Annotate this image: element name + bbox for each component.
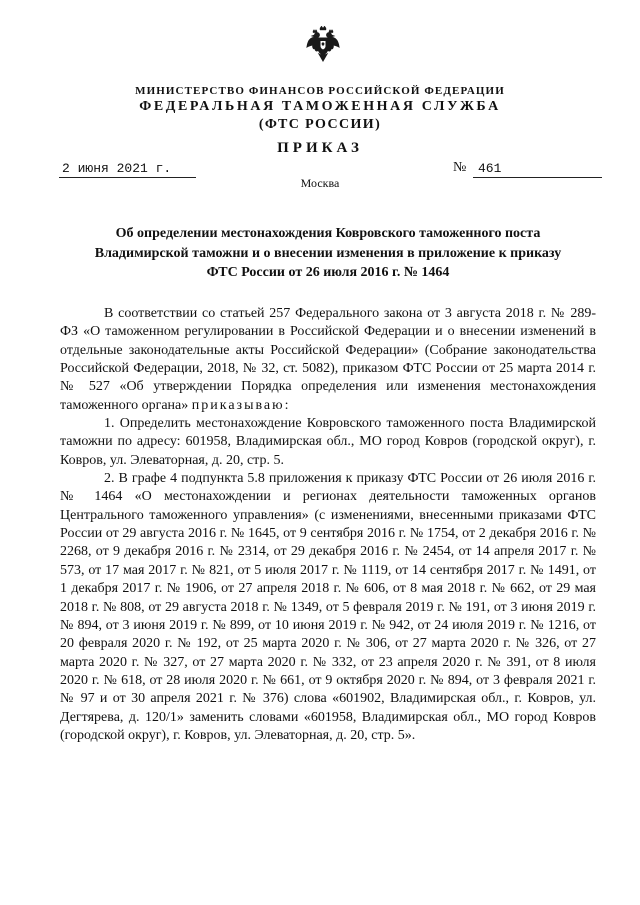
document-type-title: ПРИКАЗ [277, 140, 363, 156]
order-number-label: № [453, 160, 467, 175]
ministry-name: МИНИСТЕРСТВО ФИНАНСОВ РОССИЙСКОЙ ФЕДЕРАЦИИ [135, 85, 505, 97]
item-1-paragraph: 1. Определить местонахождение Ковровского таможенного поста Владимирской таможни по адресу: 601958, Владимирская обл., МО город Ковров (городской округ), г. Ковров, ул. Элеваторная, д. 20, стр. 5. [60, 416, 596, 468]
item-2-paragraph: 2. В графе 4 подпункта 5.8 приложения к приказу ФТС России от 26 июля 2016 г. № 1464 «О местонахождении и регионах деятельности таможенных органов Центрального таможенного управления» (с изменениями, внесенными приказами ФТС России от 29 августа 2016 г. № 1645, от 9 сентября 2016 г. № 1754, от 2 декабря 2016 г. № 2268, от 9 декабря 2016 г. № 2314, от 29 декабря 2016 г. № 2454, от 14 апреля 2017 г. № 573, от 17 мая 2017 г. № 821, от 5 июля 2017 г. № 1119, от 14 сентября 2017 г. № 1491, от 1 декабря 2017 г. № 1906, от 27 апреля 2018 г. № 606, от 8 мая 2018 г. № 662, от 29 мая 2018 г. № 808, от 29 августа 2018 г. № 1349, от 5 февраля 2019 г. № 191, от 3 июня 2019 г. № 894, от 3 июня 2019 г. № 899, от 10 июня 2019 г. № 942, от 24 июля 2019 г. № 1216, от 20 февраля 2020 г. № 192, от 25 марта 2020 г. № 306, от 27 марта 2020 г. № 326, от 27 марта 2020 г. № 327, от 27 марта 2020 г. № 332, от 23 апреля 2020 г. № 391, от 8 июля 2020 г. № 618, от 28 июля 2020 г. № 661, от 9 октября 2020 г. № 894, от 3 февраля 2021 г. № 97 и от 30 апреля 2021 г. № 376) слова «601902, Владимирская обл., г. Ковров, ул. Дегтярева, д. 120/1» заменить словами «601958, Владимирская обл., МО город Ковров (городской округ), г. Ковров, ул. Элеваторная, д. 20, стр. 5». [60, 471, 596, 743]
preamble-paragraph [60, 305, 596, 415]
order-subject [60, 224, 596, 283]
double-headed-eagle-emblem-icon [306, 25, 340, 63]
subject-line-1: Об определении местонахождения Ковровского таможенного поста [115, 226, 541, 241]
preamble-text: В соответствии со статьей 257 Федерального закона от 3 августа 2018 г. № 289-ФЗ «О таможенном регулировании в Российской Федерации и о внесении изменений в отдельные законодательные акты Российской Федерации» (Собрание законодательства Российской Федерации, 2018, № 32, ст. 5082), приказом ФТС России от 25 марта 2014 г. № 527 «Об утверждении Порядка определения или изменения местонахождения таможенного органа» [60, 306, 596, 413]
subject-line-2: Владимирской таможни и о внесении изменения в приложение к приказу [94, 245, 562, 261]
order-number: 461 [473, 161, 602, 178]
subject-line-3: ФТС России от 26 июля 2016 г. № 1464 [206, 265, 450, 280]
order-date: 2 июня 2021 г. [59, 161, 196, 178]
service-name: ФЕДЕРАЛЬНАЯ ТАМОЖЕННАЯ СЛУЖБА [139, 99, 501, 114]
service-abbreviation: (ФТС РОССИИ) [258, 117, 382, 132]
order-word: приказываю: [191, 397, 291, 413]
order-body [60, 305, 596, 745]
issue-city: Москва [300, 176, 340, 190]
